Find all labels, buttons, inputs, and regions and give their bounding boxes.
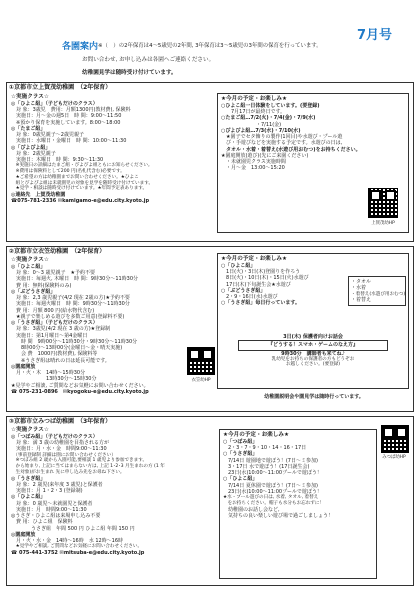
class-hiyoko: ◎「ひよこ組」（子どもだけのクラス） [11,100,98,107]
text-line: ★ご希望の方は幼稚園までお問い合わせください。★ひよこ [11,174,139,180]
event-line: ・未就園児クラス実施時間 [221,159,286,166]
event-line: 7月17日が最終日です。 [221,109,286,116]
event-line: ★園子でセタ飾りの製作(1回目)や水遊び・プール遊 [221,134,343,141]
class-hiyoko: ◎「ひよこ組」 [11,263,46,270]
contact-info: ☎ 075-441-3752 ✉mitsuba-e@edu.city.kyoto.jp [11,550,145,557]
qr-label: みつば幼HP [382,455,406,460]
qr-label: 衣笠幼HP [191,378,211,383]
text-line: ※預かり保育を実施しています。8:00～18:00 [11,119,121,126]
event-line: 17日(木)下旬誕生会★水遊び [221,281,291,288]
garden-heading: ◎園庭開放 [11,363,36,370]
text-line: 費 用：ひよこ組 保険料 [11,519,73,526]
text-line: 13時30分～15時30分 [11,376,97,383]
talk-event [238,334,388,368]
kinugasa-title: ②京都市立衣笠幼稚園 （2年保育） [9,248,106,255]
qr-code-icon[interactable] [368,188,398,218]
text-line: 実施日：水曜日・金曜日 時 間：10:00～11:30 [11,138,127,145]
event-line: ・月～金 13:00～15:20 [221,165,285,172]
text-line: 対 象：満 3 歳の幼稚園を目指される方が [11,440,109,447]
event-line: ○ぴよぴよ組…7/3(水)・7/10(水) [221,127,301,134]
event-line: 23日(水)10:00～11:00プールで遊ぼう！ [223,488,322,495]
mitsuba-title: ③京都市立みつば幼稚園 （3年保育） [9,418,112,425]
event-line: ○たまご組…7/2(火)・7/4(金)・7/9(水) [221,115,316,122]
event-line: ○「うさぎ組」毎日行っています。 [221,300,300,307]
event-line: 23日(水)10:00～11:00プールで遊ぼう！ [223,470,322,477]
event-line: ★水・プール遊びの日は, 水着, タオル, 着替え [223,495,319,501]
text-line: 実施日：木曜日 時 間：9:30～11:30 [11,157,104,164]
contact-info: ☎075-781-2336 ✉kamigamo-e@edu.city.kyoto.jp [11,198,150,205]
class-heading: ☆実施クラス☆ [11,257,49,263]
text-line: 組とぴよぴよ組は未就園児の対象を見学を随時受け付けています。 [11,180,154,186]
class-usagi: ◎「うさぎ組」 [11,475,46,482]
text-line: 対 象：3歳児(4/2 現在 3 歳の方)★登録制 [11,326,111,333]
event-line: 7/14日 遊園地で遊ぼう！(7日～ミ参加) [223,457,318,464]
event-line: 3・17日 水で遊ぼう！(17日誕生会) [223,463,310,470]
bring-item: ・着替え [351,297,372,304]
text-line: 月・火・木 14時～15時30分 [11,370,86,377]
kamigamo-classes [11,94,211,205]
event-title: 『どうする！スマホ・ゲームのなえ方』 [238,340,388,350]
text-line: ★見学やご相談, ご質問などお気軽にお問い合わせください。 [11,382,149,389]
event-line: タオル・水着・着替え(水遊び用おむつ)をお持ちください。 [221,146,361,153]
footer-note: 幼稚園説明会や園見学は随時行っています。 [264,394,364,400]
mitsuba-section [6,416,414,586]
qr-code-icon[interactable] [187,347,215,375]
event-line: ★園庭開放(遊び)(先にご来園ください) [221,152,309,159]
text-line: ★見学やご相談, ご質問などお気軽にお問い合わせください。 [11,544,143,550]
intro-note: ※（ ）の2年保育は4～5歳児の2年間, 3年保育は3～5歳児の3年間の保育を行っています。 [98,43,322,49]
text-line: 8時00分～13時00分(金曜日～金・晴天実施) [11,345,123,352]
contact-heading: ◎連絡先 上賀茂幼稚園 [11,192,66,199]
event-line: 2・3・7・9・10・14・16・17日 [223,445,307,452]
kinugasa-classes [11,257,211,395]
kinugasa-footer [219,394,409,400]
class-heading: ☆実施クラス☆ [11,427,49,433]
kamigamo-section [6,82,414,242]
class-usagi: ◎「うさぎ組」（子どもだけのクラス） [11,320,98,327]
text-line: 対 象：0歳児親子～2歳児親子 [11,132,84,139]
text-line: うさぎ組 年間 500 円 ひよこ組 年間 150 円 [11,525,135,532]
text-line: 対 象：2 歳児(来年度 3 歳児)と保護者 [11,481,103,488]
event-note: お越しください。(要登録) [285,362,341,368]
events-heading: ★今月の予定・お楽しみ★ [223,432,289,438]
kinugasa-section [6,246,414,412]
event-line: ○ひよこ組一日体験をしています。(要登録) [221,102,320,109]
text-line: 費 用：月額 800 円(給水物代含む) [11,307,95,314]
text-line: 時 間 9時00分～11時30分・9時30分～11時30分 [11,338,138,345]
text-line: 対 象：3歳児 費用：月額1300円(教材費), 保険料 [11,107,131,114]
text-line: 実施日：第1月曜日～第4金曜日 [11,332,88,339]
event-line: ○「ひよこ組」 [221,262,256,269]
text-line: ◎うさぎ・ひよこ組は来場申し込み不要 [11,513,101,520]
text-line: 対 象：2,3 歳児親子(4/2 現在 2歳の方)★予約不要 [11,295,130,302]
kinugasa-events [217,253,409,389]
bring-item: ・タオル [351,279,372,285]
event-time: 9時30分 講師者も来てね♪ [281,350,345,357]
event-line: ○「うさぎ組」 [223,451,258,458]
text-line: 実施日：月・水・金 時間9:00～11:30 [11,446,107,453]
event-date: 3日(木) 保護者向けお話会 [283,334,343,340]
bring-item: ・着替え(水遊び用おむつ) [351,291,406,297]
mitsuba-classes [11,427,211,556]
class-tamago: ◎「たまご組」 [11,125,46,132]
text-line: 実施日：月 時間9:00～11:30 [11,506,87,513]
text-line: 会 費 1000円(教材費), 保険料等 [11,351,98,358]
qr-code-icon[interactable] [381,425,409,453]
text-line: 実施日：月～金の週5日 時 間：9:00～11:50 [11,113,122,120]
text-line: 対 象：0 歳児～未就園児と保護者 [11,500,93,507]
kamigamo-events [217,93,409,233]
event-line: 8日(火)・10日(木)・15日(火)水遊び [221,275,309,282]
text-line: 実施日：月 1・2・3 (登録制) [11,488,83,495]
text-line: （事前登録制 詳細は園にお問い合わせください） [11,452,116,458]
event-line: 7/14日 夏休園で遊ぼう！(7日～ミ参加) [223,482,318,489]
events-heading: ★今月の予定・お楽しみ★ [221,96,287,102]
text-line: ※実施日の詳細はたまご組・ぴよぴよ組ともにお知らせください。 [11,163,153,169]
garden-heading: ◎園庭開放 [11,531,36,538]
section-badge: 各園案内 [62,42,99,52]
contact-note: お問い合わせ, お申し込みは各園へご連絡ください。 [82,57,215,63]
text-line: 実施日：毎週火曜日 時 間：9時30分～11時30分 [11,301,130,308]
issue-month: 7月号 [356,28,392,43]
text-line: ★見学・相談は随時受け付けています。★年間予定表あります。 [11,186,148,192]
event-line: 1日(火)・3日(木)登園りを作ろう [221,269,301,276]
event-line: ○「つぼみ組」 [223,438,258,445]
text-line: 対 象：0～3 歳児親子 ★予約不要 [11,270,96,277]
event-line: 気持ちの良い楽しい遊び場で過ごしましょう！ [223,512,334,519]
text-line: 月・火・水・金 14時～16時 水 12時～16時 [11,538,124,545]
event-note: 乳幼児をお持ちの保護者の方もどうぞお [271,356,355,362]
qr-label: 上賀茂幼HP [371,221,395,226]
mitsuba-events [219,429,377,579]
class-tsubomi: ◎「つぼみ組」（子どもだけのクラス） [11,433,98,440]
bring-item: ・水着 [351,285,367,292]
event-line: び・手遊びなどを実施する予定です。水遊びの日は, [221,140,343,147]
contact-info: ☎ 075-231-0896 ✉kyogoku-e@edu.city.kyoto.jp [11,388,149,395]
text-line: ※つぼみ組 2 歳から入園可能,要相談 1 歳児より参加できます。 [11,458,148,464]
event-line: ・7/11(金) [221,121,282,128]
visit-note: 幼稚園見学は随時受け付けています。 [82,70,177,76]
text-line: から始まり, 上記に当てはまらない方は, 上記 1･2･3 月生まれの方 (1 年 [11,464,165,470]
events-heading: ★今月の予定・お楽しみ★ [221,256,287,262]
kamigamo-title: ①京都市立上賀茂幼稚園 （2年保育） [9,84,112,91]
text-line: ★親子で楽しめる遊びを多数ご用意(登録料不要) [11,313,125,320]
event-line: をお持ちください。帽子も水分もお忘れずに！ [223,500,325,506]
class-hiyoko: ◎「ひよこ組」 [11,494,46,501]
text-line: ※費用は保険料として200 円(名札代含む)必要です。 [11,169,125,175]
text-line: 対 象：2歳児親子 [11,150,56,157]
class-piyopiyo: ◎「ぴよぴよ組」 [11,144,51,151]
page-header [0,0,420,76]
event-line: 2・9・16日(水)水遊び [221,294,278,301]
event-line: ○「ひよこ組」 [223,476,258,483]
bring-items [348,276,406,306]
text-line: ※うさぎ組は晴れの日は延長可能です。 [11,357,110,364]
text-line: 実施日：毎週火, 木曜日 時 間：9時30分～11時30分 [11,276,139,283]
event-line: 幼稚園のお話し会など, [223,506,280,513]
class-heading: ☆実施クラス☆ [11,94,49,100]
text-line: 生対象)がお生まれ 先に申し込み先をお尋ね下さい。 [11,469,125,475]
event-line: ○「ぶどうさぎ組」 [221,287,266,294]
text-line: 費 用：無料(保険料のみ) [11,282,72,289]
class-budou: ◎「ぶどうさぎ組」 [11,288,56,295]
